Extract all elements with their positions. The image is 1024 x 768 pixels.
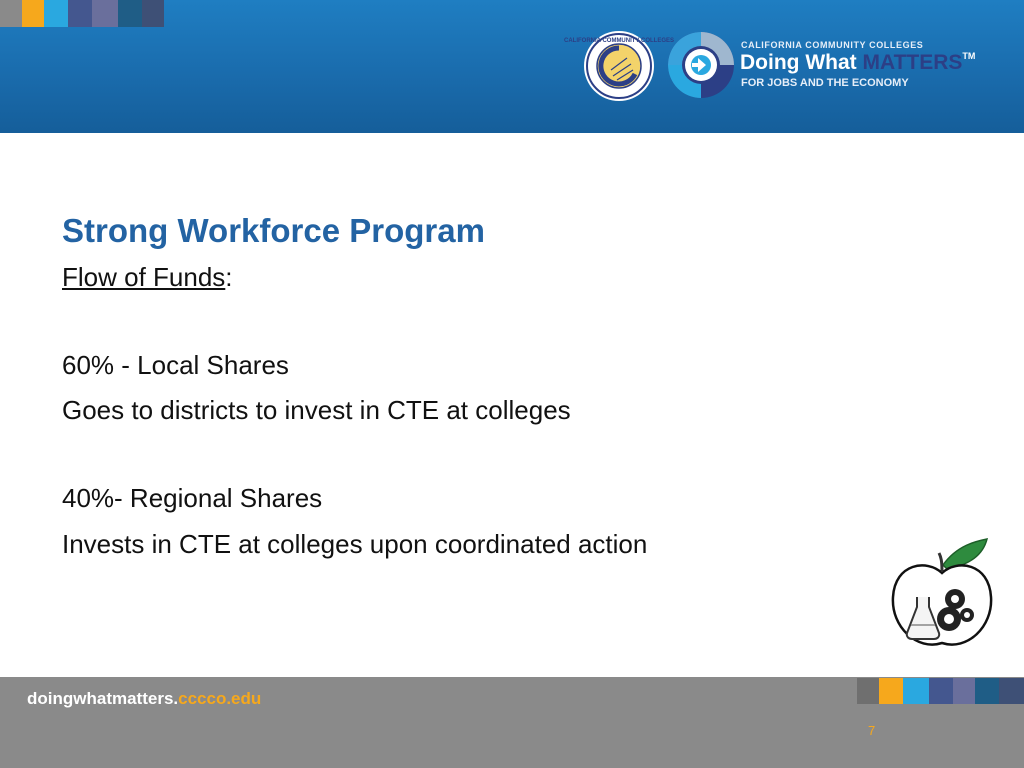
dwm-main-a: Doing What	[740, 51, 863, 74]
dwm-main-b: MATTERS	[862, 51, 963, 74]
footer-url-domain: doingwhatmatters.	[27, 689, 179, 708]
slide-subtitle	[62, 262, 233, 293]
footer-decor-square	[879, 678, 903, 704]
footer-url-tld: cccco.edu	[178, 689, 262, 708]
decor-square	[142, 0, 164, 27]
local-shares-heading: 60% - Local Shares	[62, 350, 289, 380]
footer-decor-square	[903, 678, 929, 704]
local-shares-description: Goes to districts to invest in CTE at colleges	[62, 395, 571, 425]
decor-square	[92, 0, 118, 27]
dwm-small-text: CALIFORNIA COMMUNITY COLLEGES	[741, 40, 924, 50]
footer-decor-square	[975, 678, 999, 704]
decor-square	[44, 0, 68, 27]
seal-text: CALIFORNIA COMMUNITY COLLEGES	[564, 38, 674, 44]
regional-shares-description: Invests in CTE at colleges upon coordinated action	[62, 529, 648, 559]
flow-of-funds-label: Flow of Funds	[62, 262, 226, 292]
doing-what-matters-logo-icon	[666, 30, 736, 100]
dwm-tagline: FOR JOBS AND THE ECONOMY	[741, 77, 909, 89]
footer-decor-square	[999, 678, 1024, 704]
slide-title: Strong Workforce Program	[62, 212, 485, 249]
decor-square	[68, 0, 92, 27]
apple-gears-flask-icon	[887, 535, 997, 655]
ccc-seal-logo	[564, 30, 674, 102]
decor-square	[118, 0, 142, 27]
page-number: 7	[868, 723, 876, 738]
dwm-wordmark	[740, 51, 975, 75]
regional-shares-heading: 40%- Regional Shares	[62, 483, 323, 513]
footer-decor-square	[929, 678, 953, 704]
dwm-trademark: TM	[962, 51, 976, 61]
footer-decor-square	[953, 678, 975, 704]
decor-square	[22, 0, 44, 27]
decor-square	[0, 0, 22, 27]
footer-url	[27, 689, 261, 709]
subtitle-colon: :	[225, 262, 233, 292]
footer-decor-square	[857, 678, 879, 704]
